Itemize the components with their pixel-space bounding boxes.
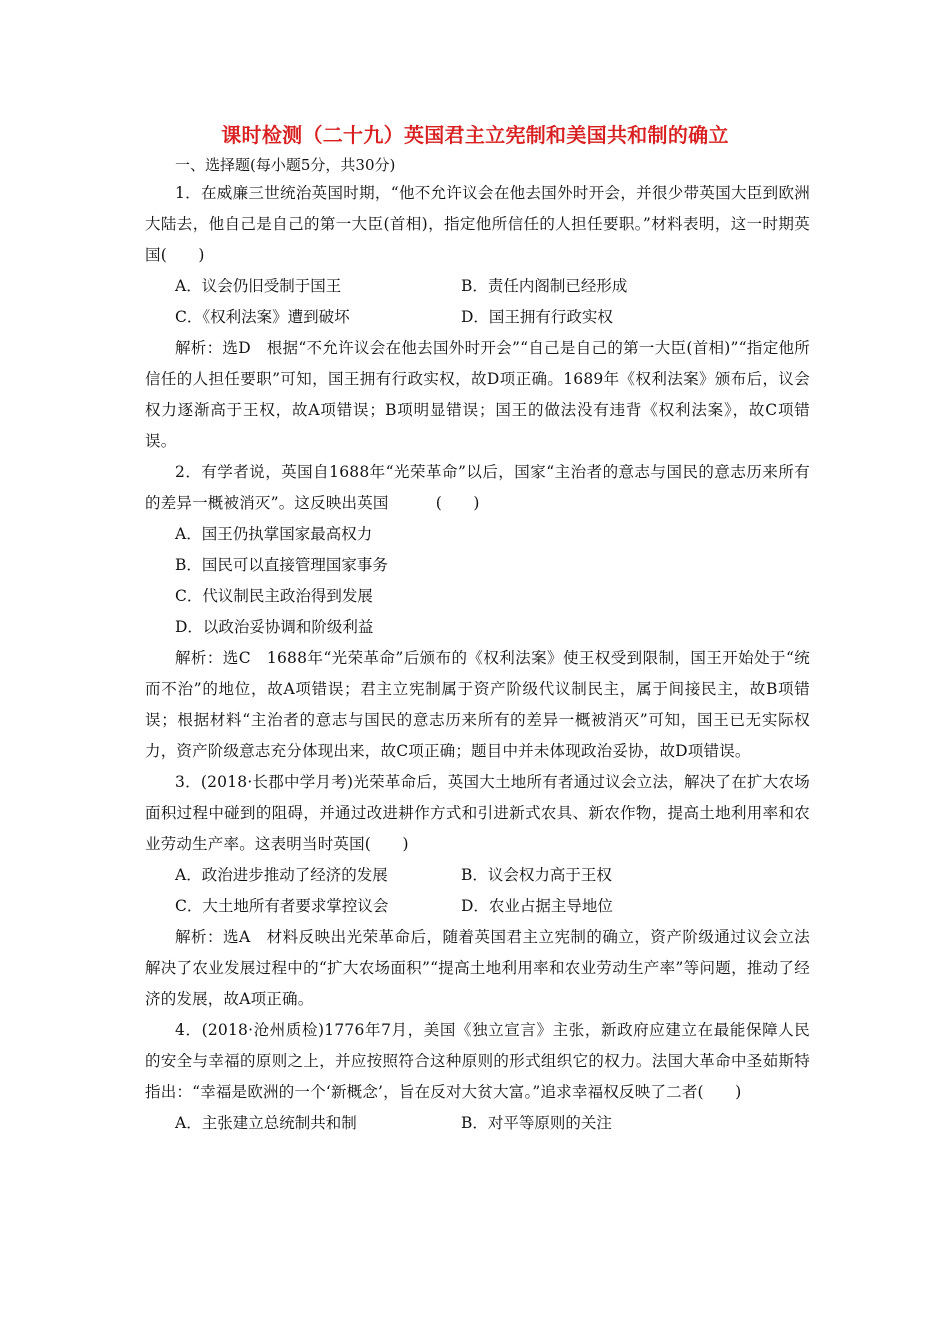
- option-d: D．国王拥有行政实权: [461, 308, 613, 326]
- option-b: B．对平等原则的关注: [461, 1114, 612, 1132]
- option-d: D．农业占据主导地位: [461, 897, 613, 915]
- option-a: A．政治进步推动了经济的发展: [175, 866, 388, 884]
- option-b: B．责任内阁制已经形成: [461, 277, 628, 295]
- question-2-analysis: 解析：选C 1688年“光荣革命”后颁布的《权利法案》使王权受到限制，国王开始处于“统而不治”的地位，故A项错误；君主立宪制属于资产阶级代议制民主，属于间接民主，故B项错误；根据材料“主治者的意志与国民的意志历来所有的差异一概被消灭”可知，国王已无实际权力，资产阶级意志充分体现出来，故C项正确；题目中并未体现政治妥协，故D项错误。: [145, 649, 810, 760]
- question-4-stem: 4．(2018·沧州质检)1776年7月，美国《独立宣言》主张，新政府应建立在最能保障人民的安全与幸福的原则之上，并应按照符合这种原则的形式组织它的权力。法国大革命中圣茹斯特指出：“幸福是欧洲的一个‘新概念’，旨在反对大贫大富。”追求幸福权反映了二者( ): [145, 1021, 810, 1101]
- option-a: A．主张建立总统制共和制: [175, 1114, 357, 1132]
- option-b: B．国民可以直接管理国家事务: [175, 556, 388, 574]
- question-1-stem: 1．在威廉三世统治英国时期，“他不允许议会在他去国外时开会，并很少带英国大臣到欧洲大陆去，他自己是自己的第一大臣(首相)，指定他所信任的人担任要职。”材料表明，这一时期英国( ): [145, 184, 810, 264]
- question-3-analysis: 解析：选A 材料反映出光荣革命后，随着英国君主立宪制的确立，资产阶级通过议会立法解决了农业发展过程中的“扩大农场面积”“提高土地利用率和农业劳动生产率”等问题，推动了经济的发展，故A项正确。: [145, 928, 810, 1008]
- option-a: A．国王仍执掌国家最高权力: [175, 525, 373, 543]
- option-c: C．代议制民主政治得到发展: [175, 587, 373, 605]
- option-a: A．议会仍旧受制于国王: [175, 277, 342, 295]
- option-b: B．议会权力高于王权: [461, 866, 612, 884]
- document-page: [145, 118, 810, 1139]
- question-4-options: [145, 1108, 810, 1139]
- question-2-stem: 2．有学者说，英国自1688年“光荣革命”以后，国家“主治者的意志与国民的意志历来所有的差异一概被消灭”。这反映出英国 ( ): [145, 463, 810, 512]
- section-heading: 一、选择题(每小题5分，共30分): [175, 156, 396, 174]
- option-d: D．以政治妥协调和阶级利益: [175, 618, 374, 636]
- question-3-options: [145, 860, 810, 922]
- option-c: C．《权利法案》遭到破坏: [175, 308, 350, 326]
- option-c: C．大土地所有者要求掌控议会: [175, 897, 389, 915]
- question-1-analysis: 解析：选D 根据“不允许议会在他去国外时开会”“自己是自己的第一大臣(首相)”“指定他所信任的人担任要职”可知，国王拥有行政实权，故D项正确。1689年《权利法案》颁布后，议会权力逐渐高于王权，故A项错误；B项明显错误；国王的做法没有违背《权利法案》，故C项错误。: [145, 339, 810, 450]
- question-3-stem: 3．(2018·长郡中学月考)光荣革命后，英国大土地所有者通过议会立法，解决了在扩大农场面积过程中碰到的阻碍，并通过改进耕作方式和引进新式农具、新农作物，提高土地利用率和农业劳动生产率。这表明当时英国( ): [145, 773, 810, 853]
- page-title: 课时检测（二十九）英国君主立宪制和美国共和制的确立: [221, 123, 729, 147]
- question-2-options: [145, 519, 810, 643]
- question-1-options: [145, 271, 810, 333]
